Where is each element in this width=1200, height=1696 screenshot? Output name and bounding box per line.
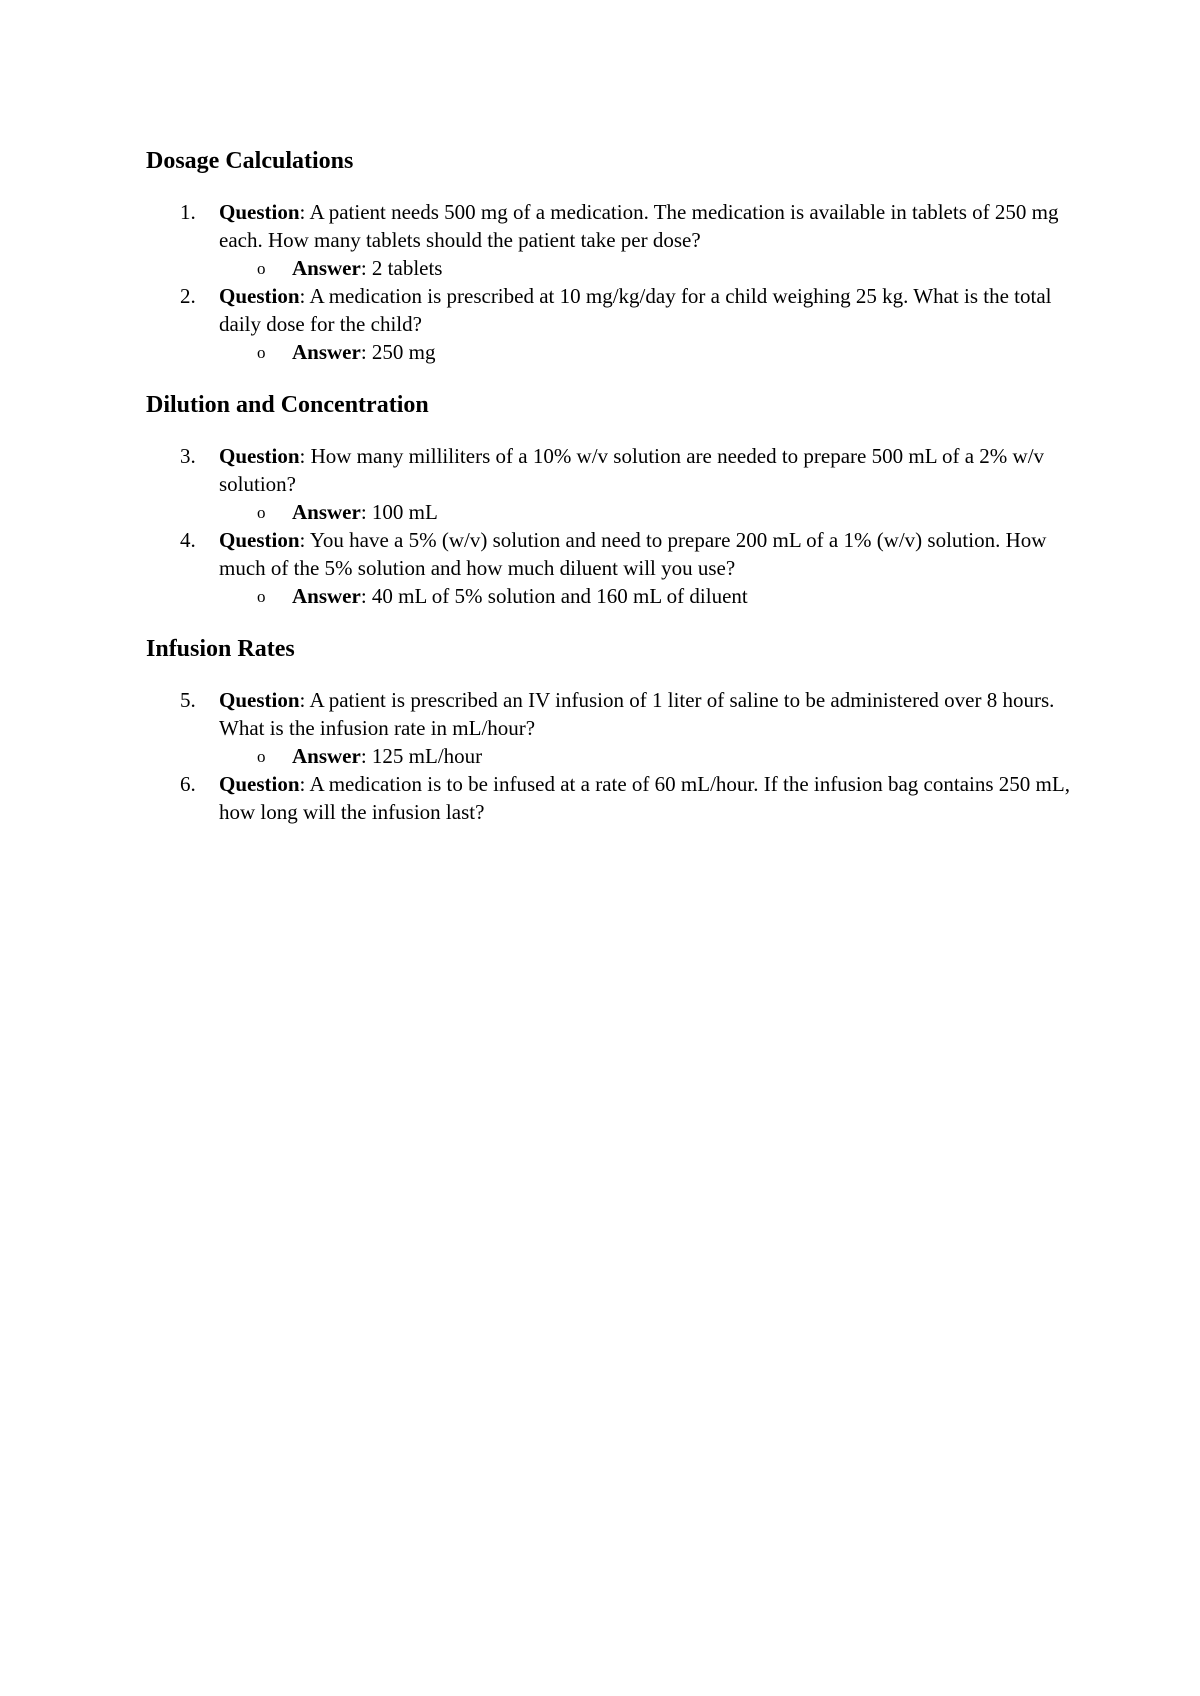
question-label: Question [219, 528, 300, 552]
section-heading: Dosage Calculations [146, 148, 354, 174]
answer-line [146, 338, 1076, 366]
question-text [219, 200, 1058, 252]
document-content [146, 146, 1076, 850]
answer-block [146, 582, 1076, 610]
answer-text: : 125 mL/hour [360, 744, 483, 768]
question-item-5 [146, 686, 1076, 770]
question-number: 3. [180, 444, 196, 468]
answer-bullet: o [257, 259, 266, 278]
question-body: : A patient needs 500 mg of a medication. The medication is available in tablets of 250 mg each. How many tablets should the patient take per dose? [219, 200, 1059, 252]
question-label: Question [219, 200, 300, 224]
question-item-6 [146, 770, 1076, 826]
question-body: : A medication is to be infused at a rate of 60 mL/hour. If the infusion bag contains 250 mL, how long will the infusion last? [219, 772, 1070, 824]
answer-text: : 100 mL [360, 500, 438, 524]
section-dilution-concentration [146, 390, 1076, 610]
answer-block [146, 254, 1076, 282]
question-body: : A medication is prescribed at 10 mg/kg/day for a child weighing 25 kg. What is the total daily dose for the child? [219, 284, 1052, 336]
answer-line [146, 498, 1076, 526]
question-text [219, 528, 1046, 580]
section-heading: Dilution and Concentration [146, 392, 429, 418]
answer-line [146, 254, 1076, 282]
answer-block [146, 742, 1076, 770]
answer-line [146, 742, 1076, 770]
answer-text: : 2 tablets [360, 256, 443, 280]
question-label: Question [219, 284, 300, 308]
question-list [146, 442, 1076, 610]
question-label: Question [219, 444, 300, 468]
question-item-3 [146, 442, 1076, 526]
section-dosage-calculations [146, 146, 1076, 366]
question-number: 2. [180, 284, 196, 308]
question-item-4 [146, 526, 1076, 610]
answer-bullet: o [257, 747, 266, 766]
answer-text: : 250 mg [360, 340, 436, 364]
question-number: 4. [180, 528, 196, 552]
answer-label: Answer [292, 744, 361, 768]
answer-label: Answer [292, 340, 361, 364]
question-text [219, 772, 1070, 824]
question-list [146, 198, 1076, 366]
answer-text: : 40 mL of 5% solution and 160 mL of diluent [360, 584, 748, 608]
answer-label: Answer [292, 256, 361, 280]
answer-line [146, 582, 1076, 610]
answer-block [146, 338, 1076, 366]
answer-block [146, 498, 1076, 526]
section-infusion-rates [146, 634, 1076, 826]
question-number: 5. [180, 688, 196, 712]
question-number: 1. [180, 200, 196, 224]
question-text [219, 444, 1044, 496]
answer-label: Answer [292, 500, 361, 524]
section-heading: Infusion Rates [146, 636, 295, 662]
question-body: : A patient is prescribed an IV infusion of 1 liter of saline to be administered over 8 hours. What is the infusion rate in mL/hour? [219, 688, 1055, 740]
question-body: : How many milliliters of a 10% w/v solution are needed to prepare 500 mL of a 2% w/v solution? [219, 444, 1045, 496]
question-item-1 [146, 198, 1076, 282]
question-list [146, 686, 1076, 826]
question-item-2 [146, 282, 1076, 366]
answer-bullet: o [257, 503, 266, 522]
question-label: Question [219, 772, 300, 796]
question-number: 6. [180, 772, 196, 796]
answer-bullet: o [257, 587, 266, 606]
question-body: : You have a 5% (w/v) solution and need to prepare 200 mL of a 1% (w/v) solution. How much of the 5% solution and how much diluent will you use? [219, 528, 1047, 580]
question-text [219, 688, 1054, 740]
answer-bullet: o [257, 343, 266, 362]
question-text [219, 284, 1051, 336]
answer-label: Answer [292, 584, 361, 608]
question-label: Question [219, 688, 300, 712]
